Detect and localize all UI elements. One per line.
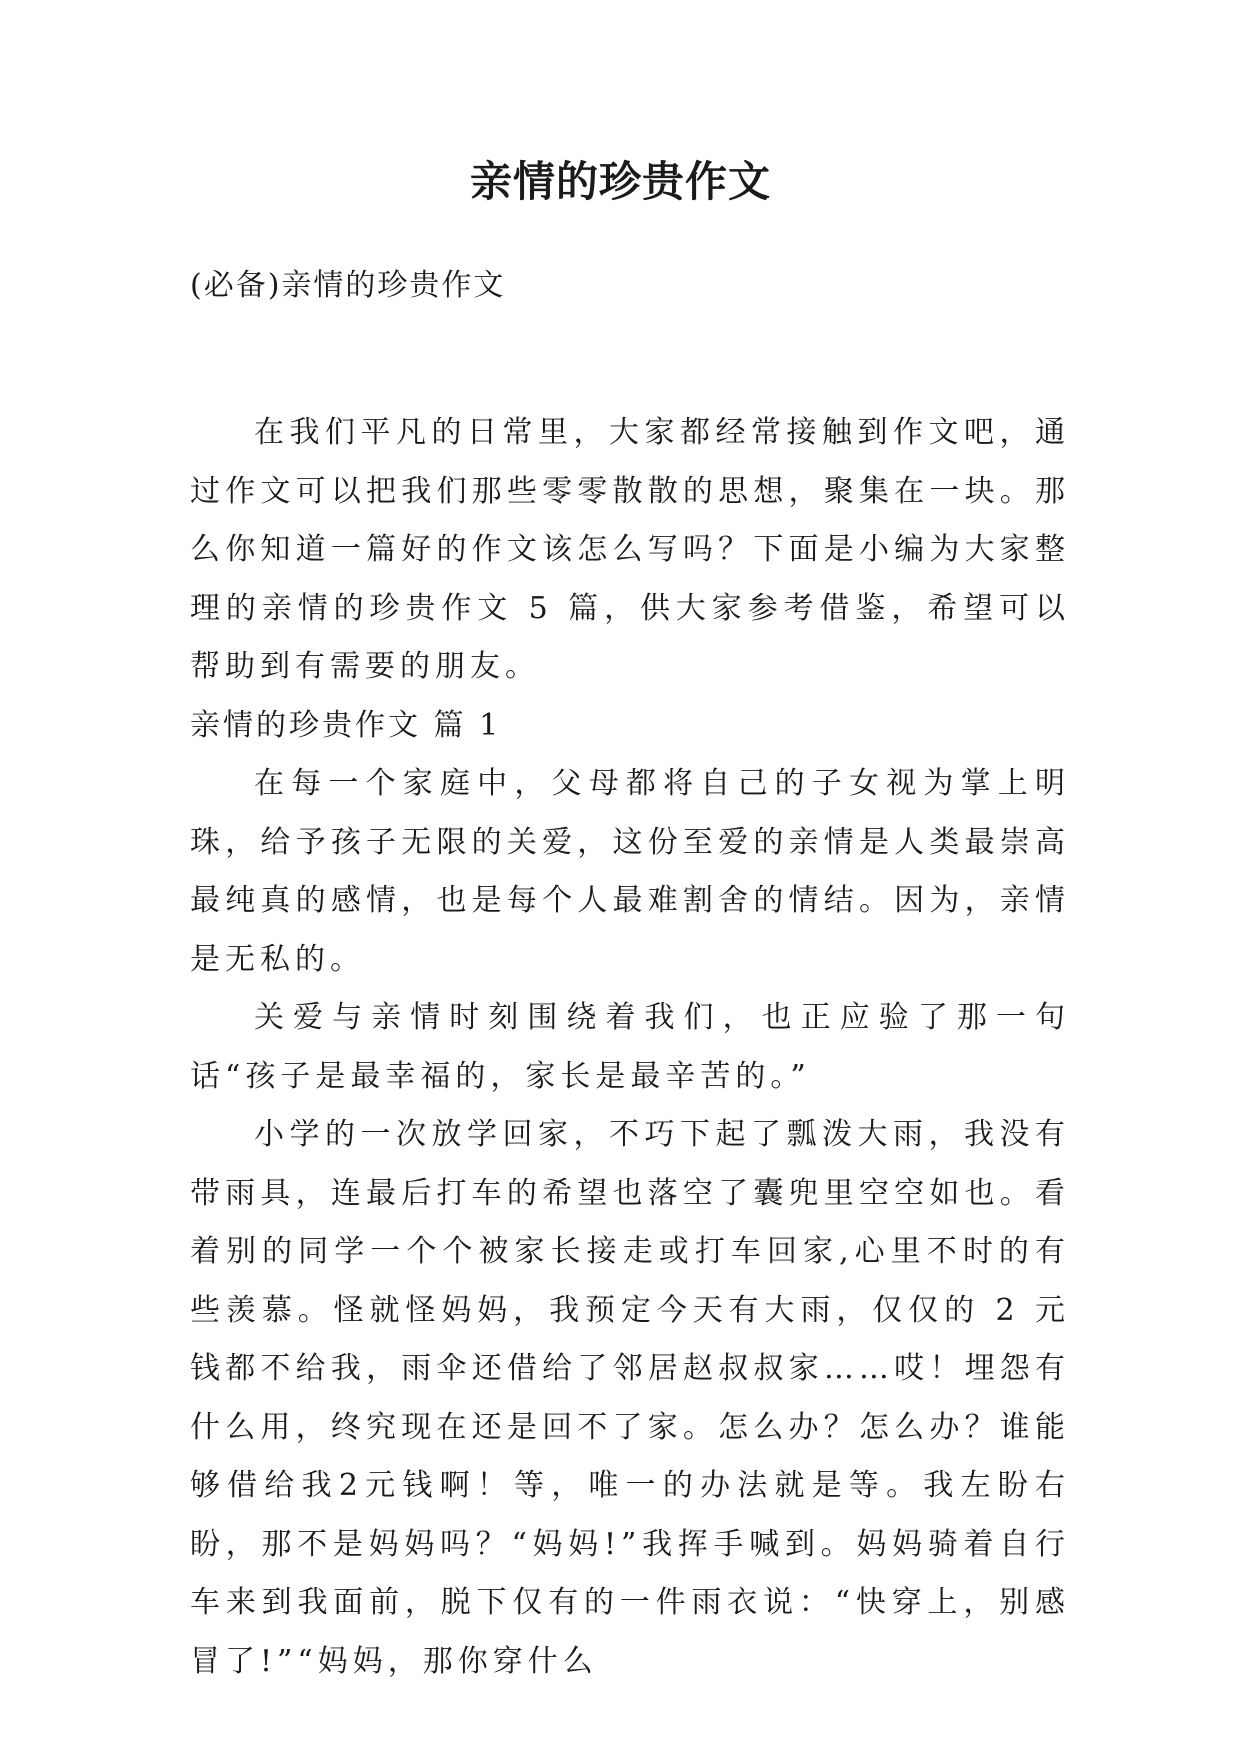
intro-paragraph: 在我们平凡的日常里，大家都经常接触到作文吧，通过作文可以把我们那些零零散散的思想，聚集在一块。那么你知道一篇好的作文该怎么写吗？下面是小编为大家整理的亲情的珍贵作文 5 篇，供大家参考借鉴，希望可以帮助到有需要的朋友。 bbox=[190, 415, 1070, 684]
document-title: 亲情的珍贵作文 bbox=[469, 157, 771, 206]
body-paragraph-2: 关爱与亲情时刻围绕着我们，也正应验了那一句话“孩子是最幸福的，家长是最辛苦的。” bbox=[190, 1000, 1070, 1094]
document-body bbox=[190, 404, 1070, 1691]
body-paragraph-1: 在每一个家庭中，父母都将自己的子女视为掌上明珠，给予孩子无限的关爱，这份至爱的亲情是人类最崇高最纯真的感情，也是每个人最难割舍的情结。因为，亲情是无私的。 bbox=[190, 766, 1070, 977]
section-heading: 亲情的珍贵作文 篇 1 bbox=[190, 707, 502, 743]
body-paragraph-3: 小学的一次放学回家，不巧下起了瓢泼大雨，我没有带雨具，连最后打车的希望也落空了囊兜里空空如也。看着别的同学一个个被家长接走或打车回家,心里不时的有些羡慕。怪就怪妈妈，我预定今天有大雨，仅仅的 2 元钱都不给我，雨伞还借给了邻居赵叔叔家……哎！埋怨有什么用，终究现在还是回不了家。怎么办？怎么办？谁能够借给我2元钱啊！等，唯一的办法就是等。我左盼右盼，那不是妈妈吗？“妈妈!”我挥手喊到。妈妈骑着自行车来到我面前，脱下仅有的一件雨衣说：“快穿上，别感冒了!”“妈妈，那你穿什么 bbox=[190, 1117, 1070, 1679]
document-subtitle: (必备)亲情的珍贵作文 bbox=[190, 268, 506, 303]
